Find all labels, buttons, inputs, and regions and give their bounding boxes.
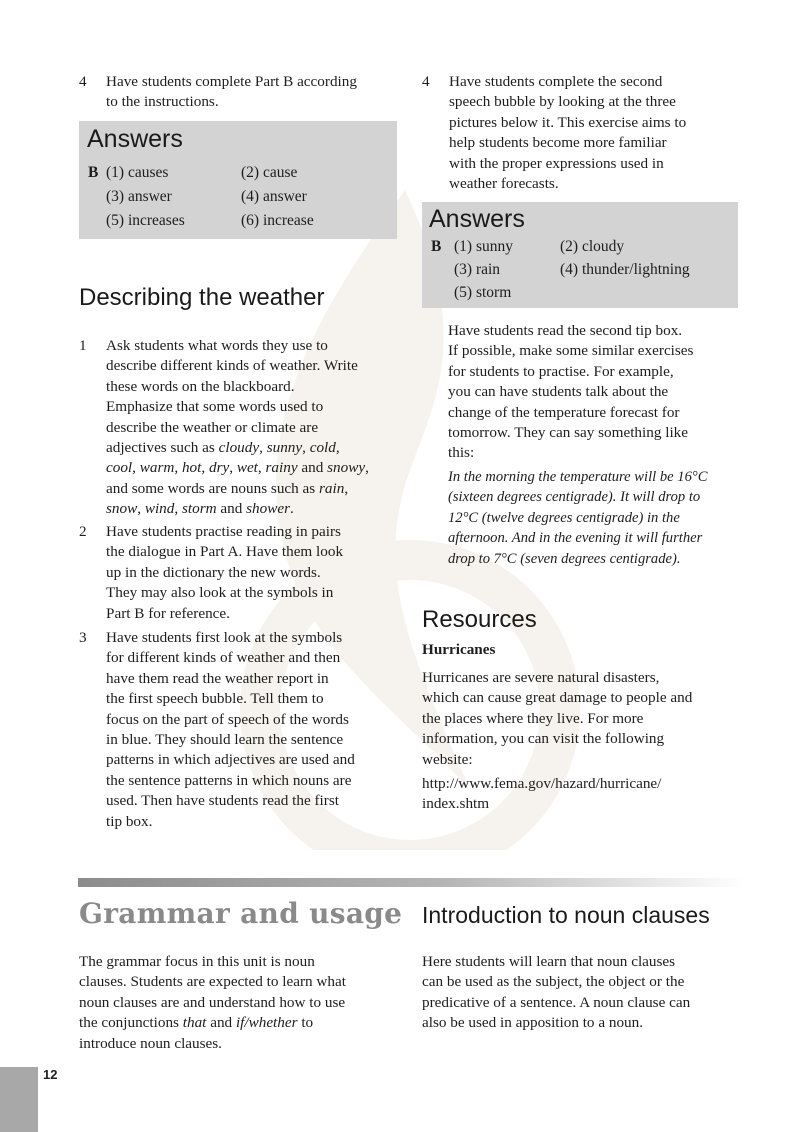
grammar-paragraph (79, 952, 409, 1054)
example-word: cloudy (218, 439, 260, 457)
paragraph-line: Here students will learn that noun clauses (422, 953, 676, 970)
item-line: Emphasize that some words used to (106, 398, 324, 416)
text-run: and some words are nouns such as (106, 479, 320, 497)
answers-box-left (79, 121, 397, 239)
item-line: Ask students what words they use to (106, 337, 328, 354)
text-run: , (137, 500, 145, 518)
example-word: rain (319, 479, 345, 497)
instruction-item-2 (79, 522, 409, 626)
answer-item: (5) storm (454, 284, 512, 301)
conjunction-word: if/whether (235, 1014, 298, 1032)
answer-item: (3) answer (106, 188, 172, 205)
text-run: and (206, 1014, 236, 1032)
answer-item: (3) rain (454, 261, 501, 278)
item-line: to the instructions. (106, 93, 219, 111)
paragraph-line: Hurricanes are severe natural disasters, (422, 669, 660, 686)
text-run: , (174, 459, 182, 477)
paragraph-line: noun clauses are and understand how to use (79, 993, 346, 1011)
paragraph-line: If possible, make some similar exercises (448, 342, 694, 360)
item-line: with the proper expressions used in (449, 154, 664, 172)
answer-item: (2) cloudy (560, 238, 625, 255)
item-line: up in the dictionary the new words. (106, 563, 321, 581)
answer-item: (1) causes (106, 164, 169, 181)
answers-part-label: B (88, 164, 99, 181)
answer-item: (4) thunder/lightning (560, 261, 690, 278)
answers-box-right (422, 202, 738, 308)
example-line: (sixteen degrees centigrade). It will drop to (448, 489, 701, 506)
text-run: and (297, 459, 328, 477)
example-line: drop to 7°C (seven degrees centigrade). (448, 550, 681, 567)
item-line: the dialogue in Part A. Have them look (106, 543, 344, 561)
item-number: 3 (79, 629, 87, 646)
answers-title: Answers (429, 205, 525, 233)
instruction-item-4-left (79, 72, 409, 114)
answer-item: (4) answer (241, 188, 307, 205)
paragraph-line: tomorrow. They can say something like (448, 424, 688, 442)
item-line (106, 458, 369, 478)
text-run: , (201, 459, 209, 477)
item-line: the first speech bubble. Tell them to (106, 690, 324, 708)
item-line: for different kinds of weather and then (106, 649, 341, 667)
item-line (106, 438, 369, 458)
paragraph-line: information, you can visit the following (422, 730, 665, 748)
paragraph-line: introduce noun clauses. (79, 1034, 222, 1052)
section-heading-describing-weather: Describing the weather (79, 284, 325, 311)
item-number: 4 (79, 73, 87, 90)
example-word: storm (181, 500, 217, 518)
conjunction-word: that (182, 1014, 207, 1032)
paragraph-line: this: (448, 444, 475, 462)
answers-part-label: B (431, 238, 442, 255)
text-run: to (297, 1014, 314, 1032)
paragraph-line: can be used as the subject, the object or the (422, 973, 685, 991)
paragraph-line: clauses. Students are expected to learn what (79, 973, 346, 991)
item-line: Have students practise reading in pairs (106, 523, 341, 540)
example-line: In the morning the temperature will be 16°C (448, 469, 708, 485)
item-line: pictures below it. This exercise aims to (449, 113, 687, 131)
item-line: They may also look at the symbols in (106, 584, 334, 602)
text-run: , (344, 479, 349, 497)
answer-item: (2) cause (241, 164, 298, 181)
grammar-and-usage-title: Grammar and usage (79, 897, 403, 930)
item-line: Have students complete Part B according (106, 73, 357, 90)
page-number: 12 (43, 1067, 58, 1082)
item-line: help students become more familiar (449, 134, 667, 152)
text-run: the conjunctions (79, 1014, 183, 1032)
example-line: 12°C (twelve degrees centigrade) in the (448, 509, 680, 526)
text-run: . (290, 500, 294, 518)
item-line (106, 499, 369, 519)
item-line: tip box. (106, 812, 153, 830)
text-run: , (302, 439, 310, 457)
item-line: weather forecasts. (449, 175, 559, 193)
example-word: shower (246, 500, 290, 518)
noun-clauses-heading: Introduction to noun clauses (422, 902, 710, 928)
example-word: dry (208, 459, 230, 477)
paragraph-line (79, 1013, 409, 1033)
instruction-item-1 (79, 336, 409, 522)
paragraph-line: The grammar focus in this unit is noun (79, 953, 315, 970)
paragraph-line: Have students read the second tip box. (448, 322, 683, 339)
example-word: cool (106, 459, 133, 477)
item-line: describe different kinds of weather. Write (106, 357, 358, 375)
resources-subheading: Hurricanes (422, 641, 496, 658)
text-run: , (174, 500, 182, 518)
text-run: , (365, 459, 369, 477)
section-heading-resources: Resources (422, 606, 537, 633)
item-line: in blue. They should learn the sentence (106, 731, 344, 749)
example-word: snowy (327, 459, 366, 477)
answers-title: Answers (87, 125, 183, 153)
noun-clauses-paragraph (422, 952, 752, 1034)
item-number: 2 (79, 523, 87, 540)
paragraph-line: also be used in apposition to a noun. (422, 1014, 644, 1032)
item-line (106, 479, 369, 499)
page-tab (0, 1067, 38, 1132)
text-run: , (229, 459, 237, 477)
instruction-item-4-right (422, 72, 752, 196)
paragraph-line: you can have students talk about the (448, 383, 669, 401)
answer-item: (5) increases (106, 212, 185, 229)
example-sentences (448, 467, 753, 569)
paragraph-line: for students to practise. For example, (448, 362, 674, 380)
answer-item: (1) sunny (454, 238, 513, 255)
example-word: warm (139, 459, 175, 477)
example-word: sunny (266, 439, 303, 457)
item-line: Have students first look at the symbols (106, 629, 343, 646)
item-line: Part B for reference. (106, 604, 230, 622)
item-line: speech bubble by looking at the three (449, 93, 676, 111)
example-word: rainy (265, 459, 298, 477)
item-line: Have students complete the second (449, 73, 663, 90)
item-line: focus on the part of speech of the words (106, 710, 349, 728)
url-line[interactable]: http://www.fema.gov/hazard/hurricane/ (422, 775, 662, 792)
item-line: used. Then have students read the first (106, 792, 339, 810)
text-run: , (335, 439, 340, 457)
resources-link[interactable] (422, 774, 752, 815)
item-number: 1 (79, 337, 87, 354)
example-word: wind (144, 500, 175, 518)
example-word: cold (309, 439, 336, 457)
paragraph-line: which can cause great damage to people and (422, 689, 693, 707)
paragraph-line: the places where they live. For more (422, 709, 644, 727)
example-word: hot (181, 459, 202, 477)
item-line: patterns in which adjectives are used and (106, 751, 355, 769)
item-number: 4 (422, 73, 430, 90)
example-word: wet (236, 459, 258, 477)
item-line: the sentence patterns in which nouns are (106, 771, 352, 789)
example-word: snow (106, 500, 138, 518)
item-line: these words on the blackboard. (106, 377, 295, 395)
example-line: afternoon. And in the evening it will further (448, 530, 703, 547)
text-run: , (132, 459, 140, 477)
url-line[interactable]: index.shtm (422, 795, 490, 813)
text-run: adjectives such as (106, 439, 219, 457)
section-divider-bar (78, 878, 745, 887)
paragraph-line: predicative of a sentence. A noun clause can (422, 993, 691, 1011)
item-line: describe the weather or climate are (106, 418, 319, 436)
text-run: and (216, 500, 247, 518)
paragraph-line: change of the temperature forecast for (448, 403, 680, 421)
text-run: , (259, 439, 267, 457)
item-line: have them read the weather report in (106, 669, 329, 687)
instruction-item-3 (79, 628, 409, 834)
text-run: , (257, 459, 266, 477)
paragraph-line: website: (422, 750, 473, 768)
answer-item: (6) increase (241, 212, 314, 229)
resources-paragraph (422, 668, 752, 770)
tip-paragraph (448, 321, 748, 464)
